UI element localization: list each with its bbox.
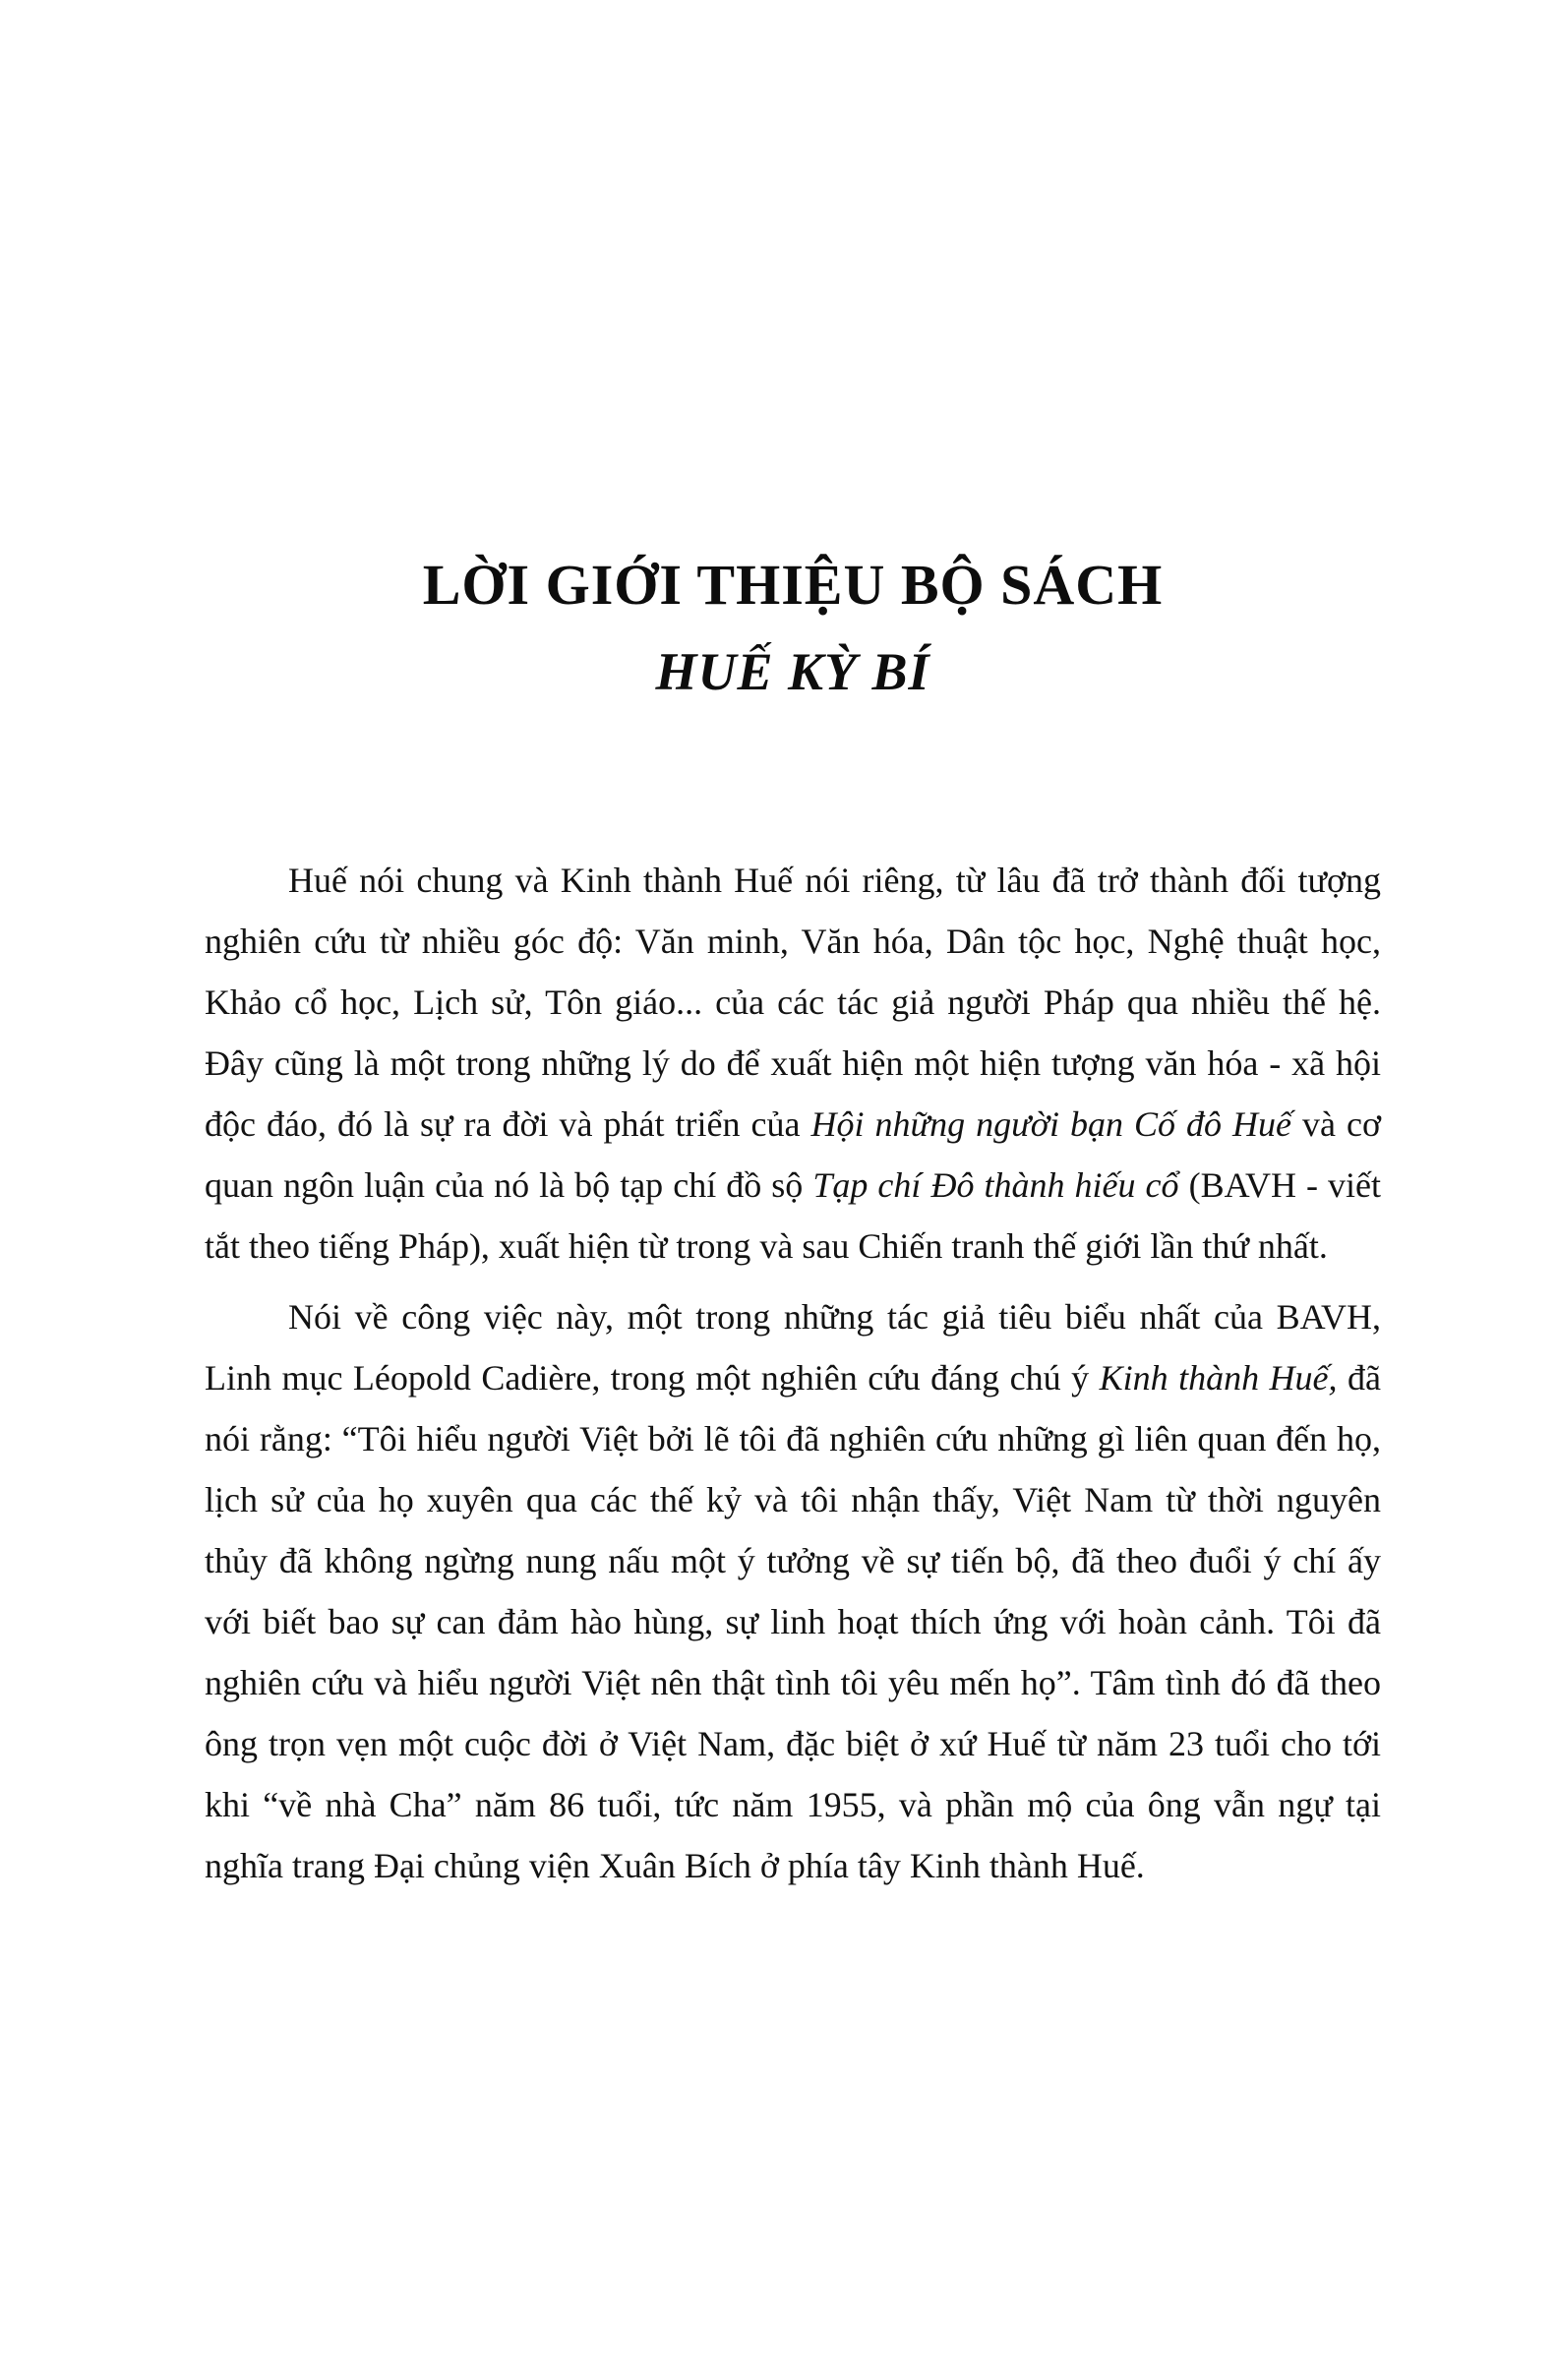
- paragraph: [205, 1286, 1381, 1896]
- section-title: LỜI GIỚI THIỆU BỘ SÁCH: [422, 553, 1164, 617]
- italic-text-segment: Hội những người bạn Cố đô Huế: [810, 1103, 1291, 1144]
- text-segment: Nói về công việc này, một trong những tác giả tiêu biểu nhất của BAVH, Linh mục Léopold Cadière, trong một nghiên cứu đáng chú ý: [205, 1296, 1381, 1398]
- text-segment: đã nói rằng: “Tôi hiểu người Việt bởi lẽ tôi đã nghiên cứu những gì liên quan đến họ, lịch sử của họ xuyên qua các thế kỷ và tôi nhận thấy, Việt Nam từ thời nguyên thủy đã không ngừng nung nấu một ý tưởng về sự tiến bộ, đã theo đuổi ý chí ấy với biết bao sự can đảm hào hùng, sự linh hoạt thích ứng với hoàn cảnh. Tôi đã nghiên cứu và hiểu người Việt nên thật tình tôi yêu mến họ”. Tâm tình đó đã theo ông trọn vẹn một cuộc đời ở Việt Nam, đặc biệt ở xứ Huế từ năm 23 tuổi cho tới khi “về nhà Cha” năm 86 tuổi, tức năm 1955, và phần mộ của ông vẫn ngự tại nghĩa trang Đại chủng viện Xuân Bích ở phía tây Kinh thành Huế.: [205, 1357, 1381, 1885]
- section-heading: [205, 551, 1381, 702]
- text-segment: Huế nói chung và Kinh thành Huế nói riêng, từ lâu đã trở thành đối tượng nghiên cứu từ nhiều góc độ: Văn minh, Văn hóa, Dân tộc học, Nghệ thuật học, Khảo cổ học, Lịch sử, Tôn giáo... của các tác giả người Pháp qua nhiều thế hệ. Đây cũng là một trong những lý do để xuất hiện một hiện tượng văn hóa - xã hội độc đáo, đó là sự ra đời và phát triển của: [205, 860, 1381, 1144]
- paragraphs: [205, 850, 1381, 1896]
- page-content: [205, 551, 1381, 1906]
- text-segment: và cơ quan ngôn luận của nó là bộ tạp chí đồ sộ: [205, 1103, 1381, 1205]
- italic-text-segment: Kinh thành Huế,: [1099, 1357, 1338, 1398]
- paragraph: [205, 850, 1381, 1277]
- book-series-title: HUẾ KỲ BÍ: [655, 641, 930, 701]
- text-segment: (BAVH - viết tắt theo tiếng Pháp), xuất hiện từ trong và sau Chiến tranh thế giới lần thứ nhất.: [205, 1164, 1382, 1266]
- italic-text-segment: Tạp chí Đô thành hiếu cổ: [812, 1164, 1179, 1205]
